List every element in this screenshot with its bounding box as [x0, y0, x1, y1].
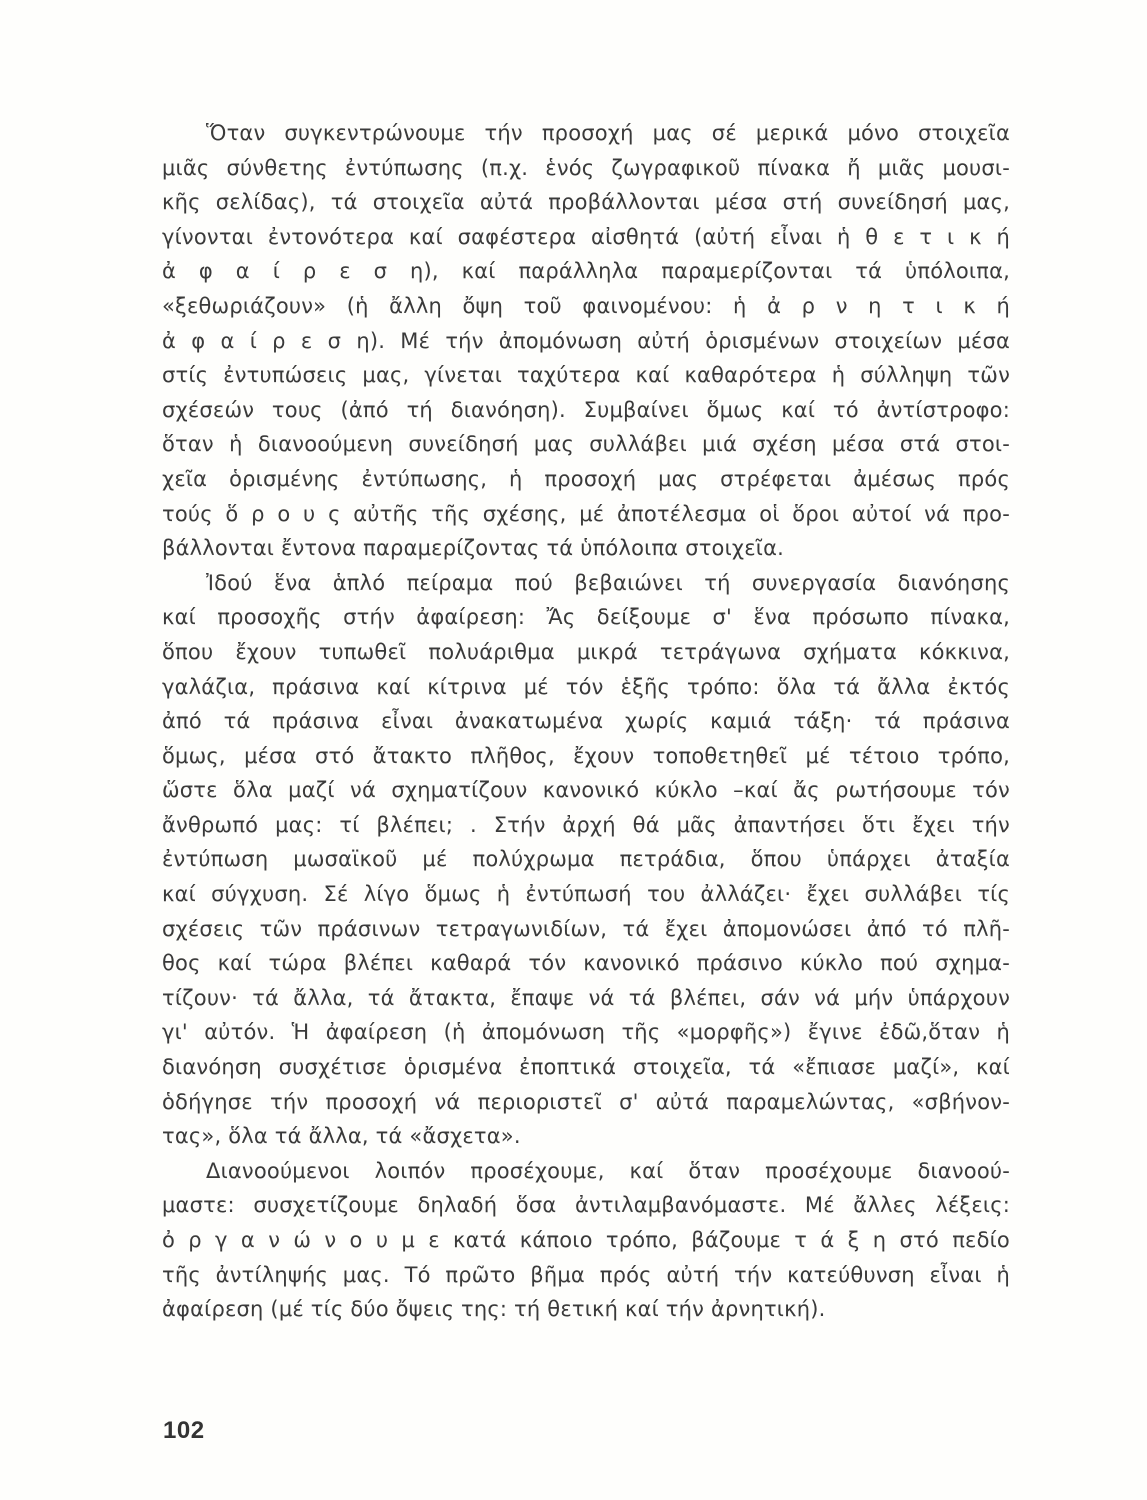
text-line: τίζουν· τά ἄλλα, τά ἄτακτα, ἔπαψε νά τά βλέπει, σάν νά μήν ὑπάρχουν: [162, 985, 1010, 1010]
text-line: στίς ἐντυπώσεις μας, γίνεται ταχύτερα καί καθαρότερα ἡ σύλληψη τῶν: [162, 363, 1010, 388]
body-text: [162, 116, 1010, 1327]
text-line: ἐντύπωση μωσαϊκοῦ μέ πολύχρωμα πετράδια, ὅπου ὑπάρχει ἀταξία: [162, 847, 1010, 872]
text-line: ὀ ρ γ α ν ώ ν ο υ μ ε κατά κάποιο τρόπο, βάζουμε τ ά ξ η στό πεδίο: [162, 1228, 1010, 1252]
text-line: γαλάζια, πράσινα καί κίτρινα μέ τόν ἑξῆς τρόπο: ὅλα τά ἄλλα ἐκτός: [162, 674, 1010, 699]
text-line: ὥστε ὅλα μαζί νά σχηματίζουν κανονικό κύκλο –καί ἄς ρωτήσουμε τόν: [162, 778, 1010, 803]
text-line: γι' αὐτόν. Ἡ ἀφαίρεση (ἡ ἀπομόνωση τῆς «μορφῆς») ἔγινε ἐδῶ,ὅταν ἡ: [162, 1020, 1010, 1045]
paragraph-2: [162, 566, 1010, 1154]
page-number: 102: [163, 1417, 205, 1444]
text-line: γίνονται ἐντονότερα καί σαφέστερα αἰσθητά (αὐτή εἶναι ἡ θ ε τ ι κ ή: [162, 224, 1010, 249]
text-line: ἀ φ α ί ρ ε σ η), καί παράλληλα παραμερίζονται τά ὑπόλοιπα,: [162, 259, 1010, 284]
text-line: κῆς σελίδας), τά στοιχεῖα αὐτά προβάλλονται μέσα στή συνείδησή μας,: [162, 190, 1010, 215]
text-line: τας», ὅλα τά ἄλλα, τά «ἄσχετα».: [162, 1124, 521, 1149]
text-line: ὁδήγησε τήν προσοχή νά περιοριστεῖ σ' αὐτά παραμελώντας, «σβήνον-: [162, 1089, 1010, 1114]
text-line: καί σύγχυση. Σέ λίγο ὅμως ἡ ἐντύπωσή του ἀλλάζει· ἔχει συλλάβει τίς: [162, 882, 1010, 907]
text-line: καί προσοχῆς στήν ἀφαίρεση: Ἄς δείξουμε σ' ἕνα πρόσωπο πίνακα,: [162, 605, 1010, 630]
paragraph-1: [162, 116, 1010, 566]
text-line: μαστε: συσχετίζουμε δηλαδή ὅσα ἀντιλαμβανόμαστε. Μέ ἄλλες λέξεις:: [162, 1193, 1010, 1218]
text-line: τῆς ἀντίληψής μας. Τό πρῶτο βῆμα πρός αὐτή τήν κατεύθυνση εἶναι ἡ: [162, 1262, 1010, 1287]
text-line: τούς ὅ ρ ο υ ς αὐτῆς τῆς σχέσης, μέ ἀποτέλεσμα οἱ ὅροι αὐτοί νά προ-: [162, 501, 1010, 526]
text-line: ἄνθρωπό μας: τί βλέπει; . Στήν ἀρχή θά μᾶς ἀπαντήσει ὅτι ἔχει τήν: [162, 812, 1010, 837]
text-line: ὅμως, μέσα στό ἄτακτο πλῆθος, ἔχουν τοποθετηθεῖ μέ τέτοιο τρόπο,: [162, 743, 1010, 768]
text-line: ἀπό τά πράσινα εἶναι ἀνακατωμένα χωρίς καμιά τάξη· τά πράσινα: [162, 709, 1010, 734]
text-line: σχέσεών τους (ἀπό τή διανόηση). Συμβαίνει ὅμως καί τό ἀντίστροφο:: [162, 397, 1010, 422]
text-line: θος καί τώρα βλέπει καθαρά τόν κανονικό πράσινο κύκλο πού σχημα-: [162, 951, 1010, 976]
paragraph-3: [162, 1154, 1010, 1327]
text-line: Ὅταν συγκεντρώνουμε τήν προσοχή μας σέ μερικά μόνο στοιχεῖα: [206, 121, 1010, 145]
text-line: ἀ φ α ί ρ ε σ η). Μέ τήν ἀπομόνωση αὐτή ὁρισμένων στοιχείων μέσα: [162, 328, 1010, 353]
text-line: σχέσεις τῶν πράσινων τετραγωνιδίων, τά ἔχει ἀπομονώσει ἀπό τό πλῆ-: [162, 916, 1010, 941]
text-line: Ἰδού ἕνα ἁπλό πείραμα πού βεβαιώνει τή συνεργασία διανόησης: [206, 570, 1010, 595]
text-line: ὅταν ἡ διανοούμενη συνείδησή μας συλλάβει μιά σχέση μέσα στά στοι-: [162, 432, 1010, 457]
text-line: «ξεθωριάζουν» (ἡ ἄλλη ὄψη τοῦ φαινομένου: ἡ ἀ ρ ν η τ ι κ ή: [162, 293, 1010, 318]
text-line: διανόηση συσχέτισε ὁρισμένα ἐποπτικά στοιχεῖα, τά «ἔπιασε μαζί», καί: [162, 1055, 1010, 1080]
text-line: ὅπου ἔχουν τυπωθεῖ πολυάριθμα μικρά τετράγωνα σχήματα κόκκινα,: [162, 639, 1010, 664]
text-line: Διανοούμενοι λοιπόν προσέχουμε, καί ὅταν προσέχουμε διανοού-: [206, 1158, 1010, 1183]
text-line: βάλλονται ἔντονα παραμερίζοντας τά ὑπόλοιπα στοιχεῖα.: [162, 536, 785, 561]
text-line: ἀφαίρεση (μέ τίς δύο ὄψεις της: τή θετική καί τήν ἀρνητική).: [162, 1297, 826, 1322]
text-line: χεῖα ὁρισμένης ἐντύπωσης, ἡ προσοχή μας στρέφεται ἀμέσως πρός: [162, 466, 1010, 491]
text-line: μιᾶς σύνθετης ἐντύπωσης (π.χ. ἑνός ζωγραφικοῦ πίνακα ἤ μιᾶς μουσι-: [162, 155, 1010, 180]
